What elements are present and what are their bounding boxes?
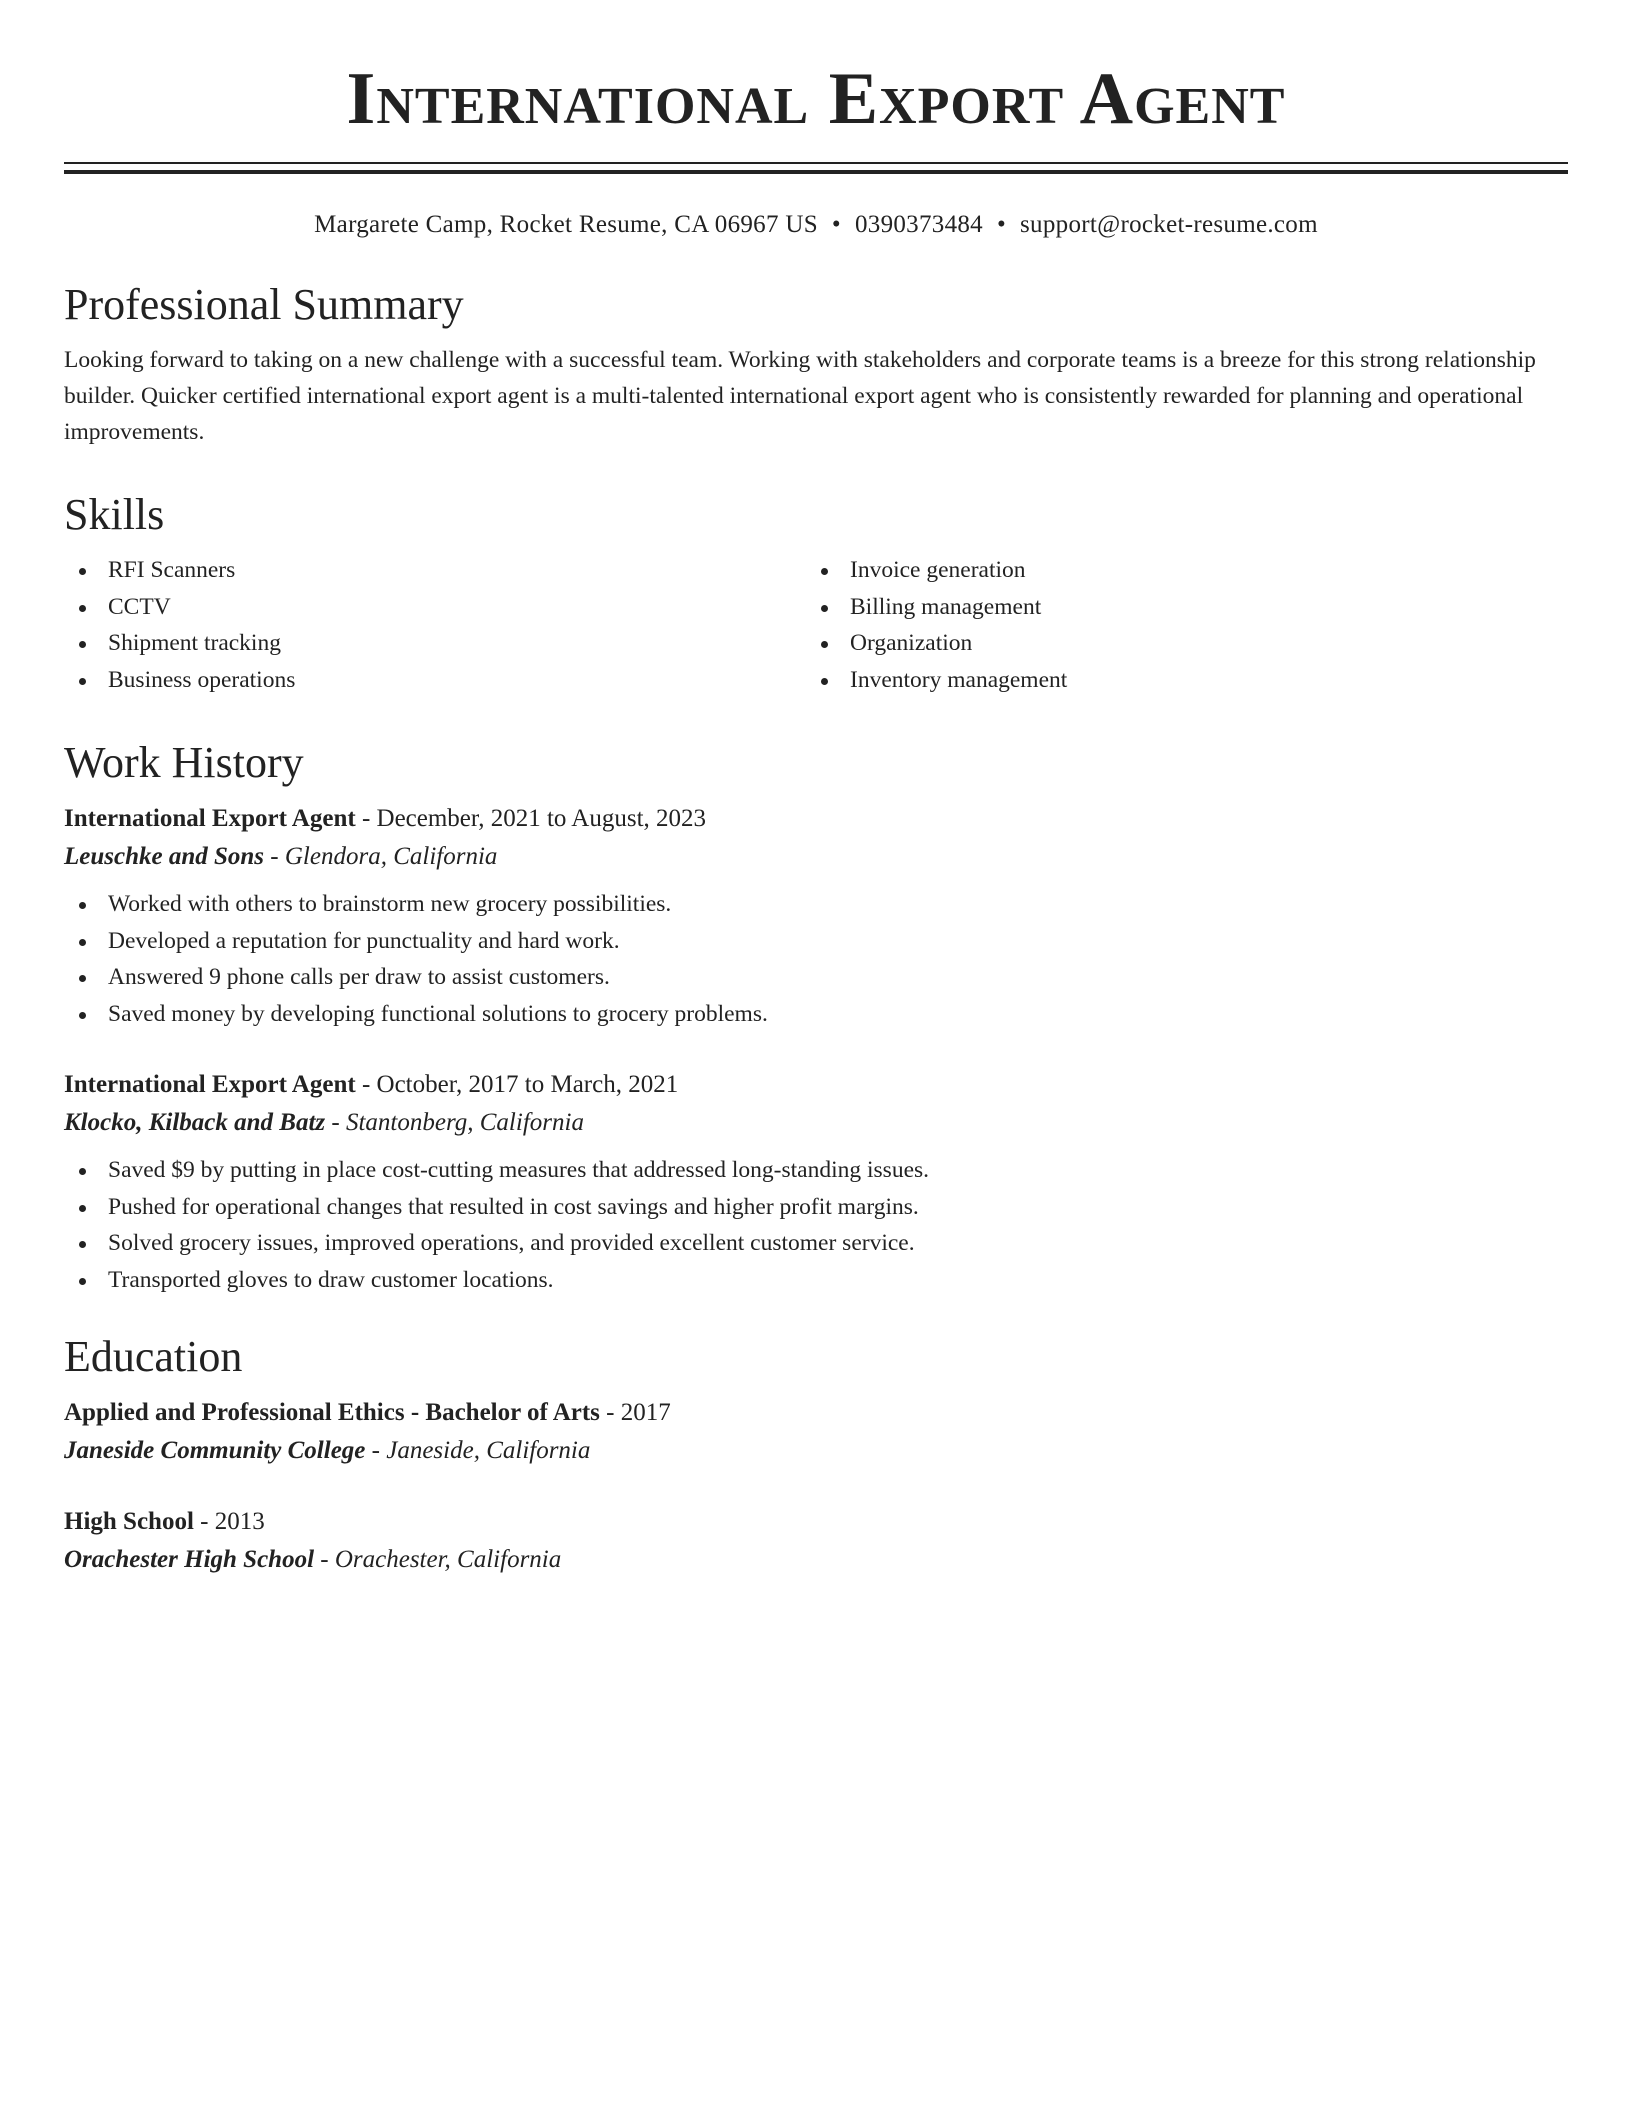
- education-location: - Janeside, California: [371, 1437, 591, 1464]
- education-school-line: [64, 1541, 1568, 1579]
- skill-item: Organization: [806, 625, 1548, 662]
- summary-heading: Professional Summary: [64, 280, 464, 329]
- job-title: International Export Agent: [64, 1071, 356, 1098]
- job-bullet: Saved money by developing functional solutions to grocery problems.: [64, 996, 1568, 1033]
- education-school: Orachester High School: [64, 1546, 315, 1573]
- job-location: - Glendora, California: [270, 843, 498, 870]
- job-bullets: [64, 886, 1568, 1032]
- skills-heading: Skills: [64, 490, 165, 539]
- education-degree: High School: [64, 1508, 194, 1535]
- skill-item: Billing management: [806, 589, 1548, 626]
- contact-line: [64, 210, 1568, 240]
- education-entry: [64, 1503, 1568, 1579]
- job-bullet: Saved $9 by putting in place cost-cutting measures that addressed long-standing issues.: [64, 1152, 1568, 1189]
- job-bullet: Worked with others to brainstorm new grocery possibilities.: [64, 886, 1568, 923]
- job-location: - Stantonberg, California: [331, 1109, 584, 1136]
- job-company-line: [64, 838, 1568, 876]
- skill-item: Shipment tracking: [64, 625, 806, 662]
- education-year: - 2017: [606, 1399, 671, 1426]
- education-school-line: [64, 1432, 1568, 1470]
- skill-item: CCTV: [64, 589, 806, 626]
- job-company-line: [64, 1104, 1568, 1142]
- job-title: International Export Agent: [64, 805, 356, 832]
- job-dates: - October, 2017 to March, 2021: [361, 1071, 679, 1098]
- contact-separator: •: [831, 211, 841, 238]
- contact-email: support@rocket-resume.com: [1020, 211, 1318, 238]
- contact-separator: •: [996, 211, 1007, 238]
- contact-phone: 0390373484: [854, 211, 983, 238]
- contact-address: Margarete Camp, Rocket Resume, CA 06967 US: [314, 211, 818, 238]
- skills-column-left: [64, 552, 806, 698]
- education-degree-line: [64, 1503, 1568, 1541]
- education-heading: Education: [64, 1332, 243, 1381]
- education-entry: [64, 1394, 1568, 1470]
- header-rule-thick: [64, 170, 1568, 174]
- education-location: - Orachester, California: [320, 1546, 562, 1573]
- job-entry: [64, 1066, 1568, 1298]
- job-bullets: [64, 1152, 1568, 1298]
- education-year: - 2013: [200, 1508, 265, 1535]
- skills-column-right: [806, 552, 1548, 698]
- job-bullet: Answered 9 phone calls per draw to assist customers.: [64, 959, 1568, 996]
- job-bullet: Pushed for operational changes that resulted in cost savings and higher profit margins.: [64, 1189, 1568, 1226]
- skill-item: Inventory management: [806, 662, 1548, 699]
- job-entry: [64, 800, 1568, 1032]
- skills-list: [64, 552, 1568, 698]
- resume-title: International Export Agent: [346, 58, 1286, 140]
- education-degree-line: [64, 1394, 1568, 1432]
- summary-text: Looking forward to taking on a new challenge with a successful team. Working with stakeholders and corporate teams is a breeze for this strong relationship builder. Quicker certified international export agent is a multi-talented international export agent who is consistently rewarded for planning and operational improvements.: [64, 347, 1536, 445]
- skill-item: RFI Scanners: [64, 552, 806, 589]
- education-degree: Applied and Professional Ethics - Bachelor of Arts: [64, 1399, 600, 1426]
- job-bullet: Transported gloves to draw customer locations.: [64, 1262, 1568, 1299]
- job-dates: - December, 2021 to August, 2023: [361, 805, 707, 832]
- job-bullet: Solved grocery issues, improved operations, and provided excellent customer service.: [64, 1225, 1568, 1262]
- job-title-line: [64, 800, 1568, 838]
- work-history-heading: Work History: [64, 738, 304, 787]
- job-bullet: Developed a reputation for punctuality and hard work.: [64, 923, 1568, 960]
- job-company: Leuschke and Sons: [64, 843, 265, 870]
- job-title-line: [64, 1066, 1568, 1104]
- job-company: Klocko, Kilback and Batz: [64, 1109, 326, 1136]
- skill-item: Invoice generation: [806, 552, 1548, 589]
- education-school: Janeside Community College: [64, 1437, 366, 1464]
- skill-item: Business operations: [64, 662, 806, 699]
